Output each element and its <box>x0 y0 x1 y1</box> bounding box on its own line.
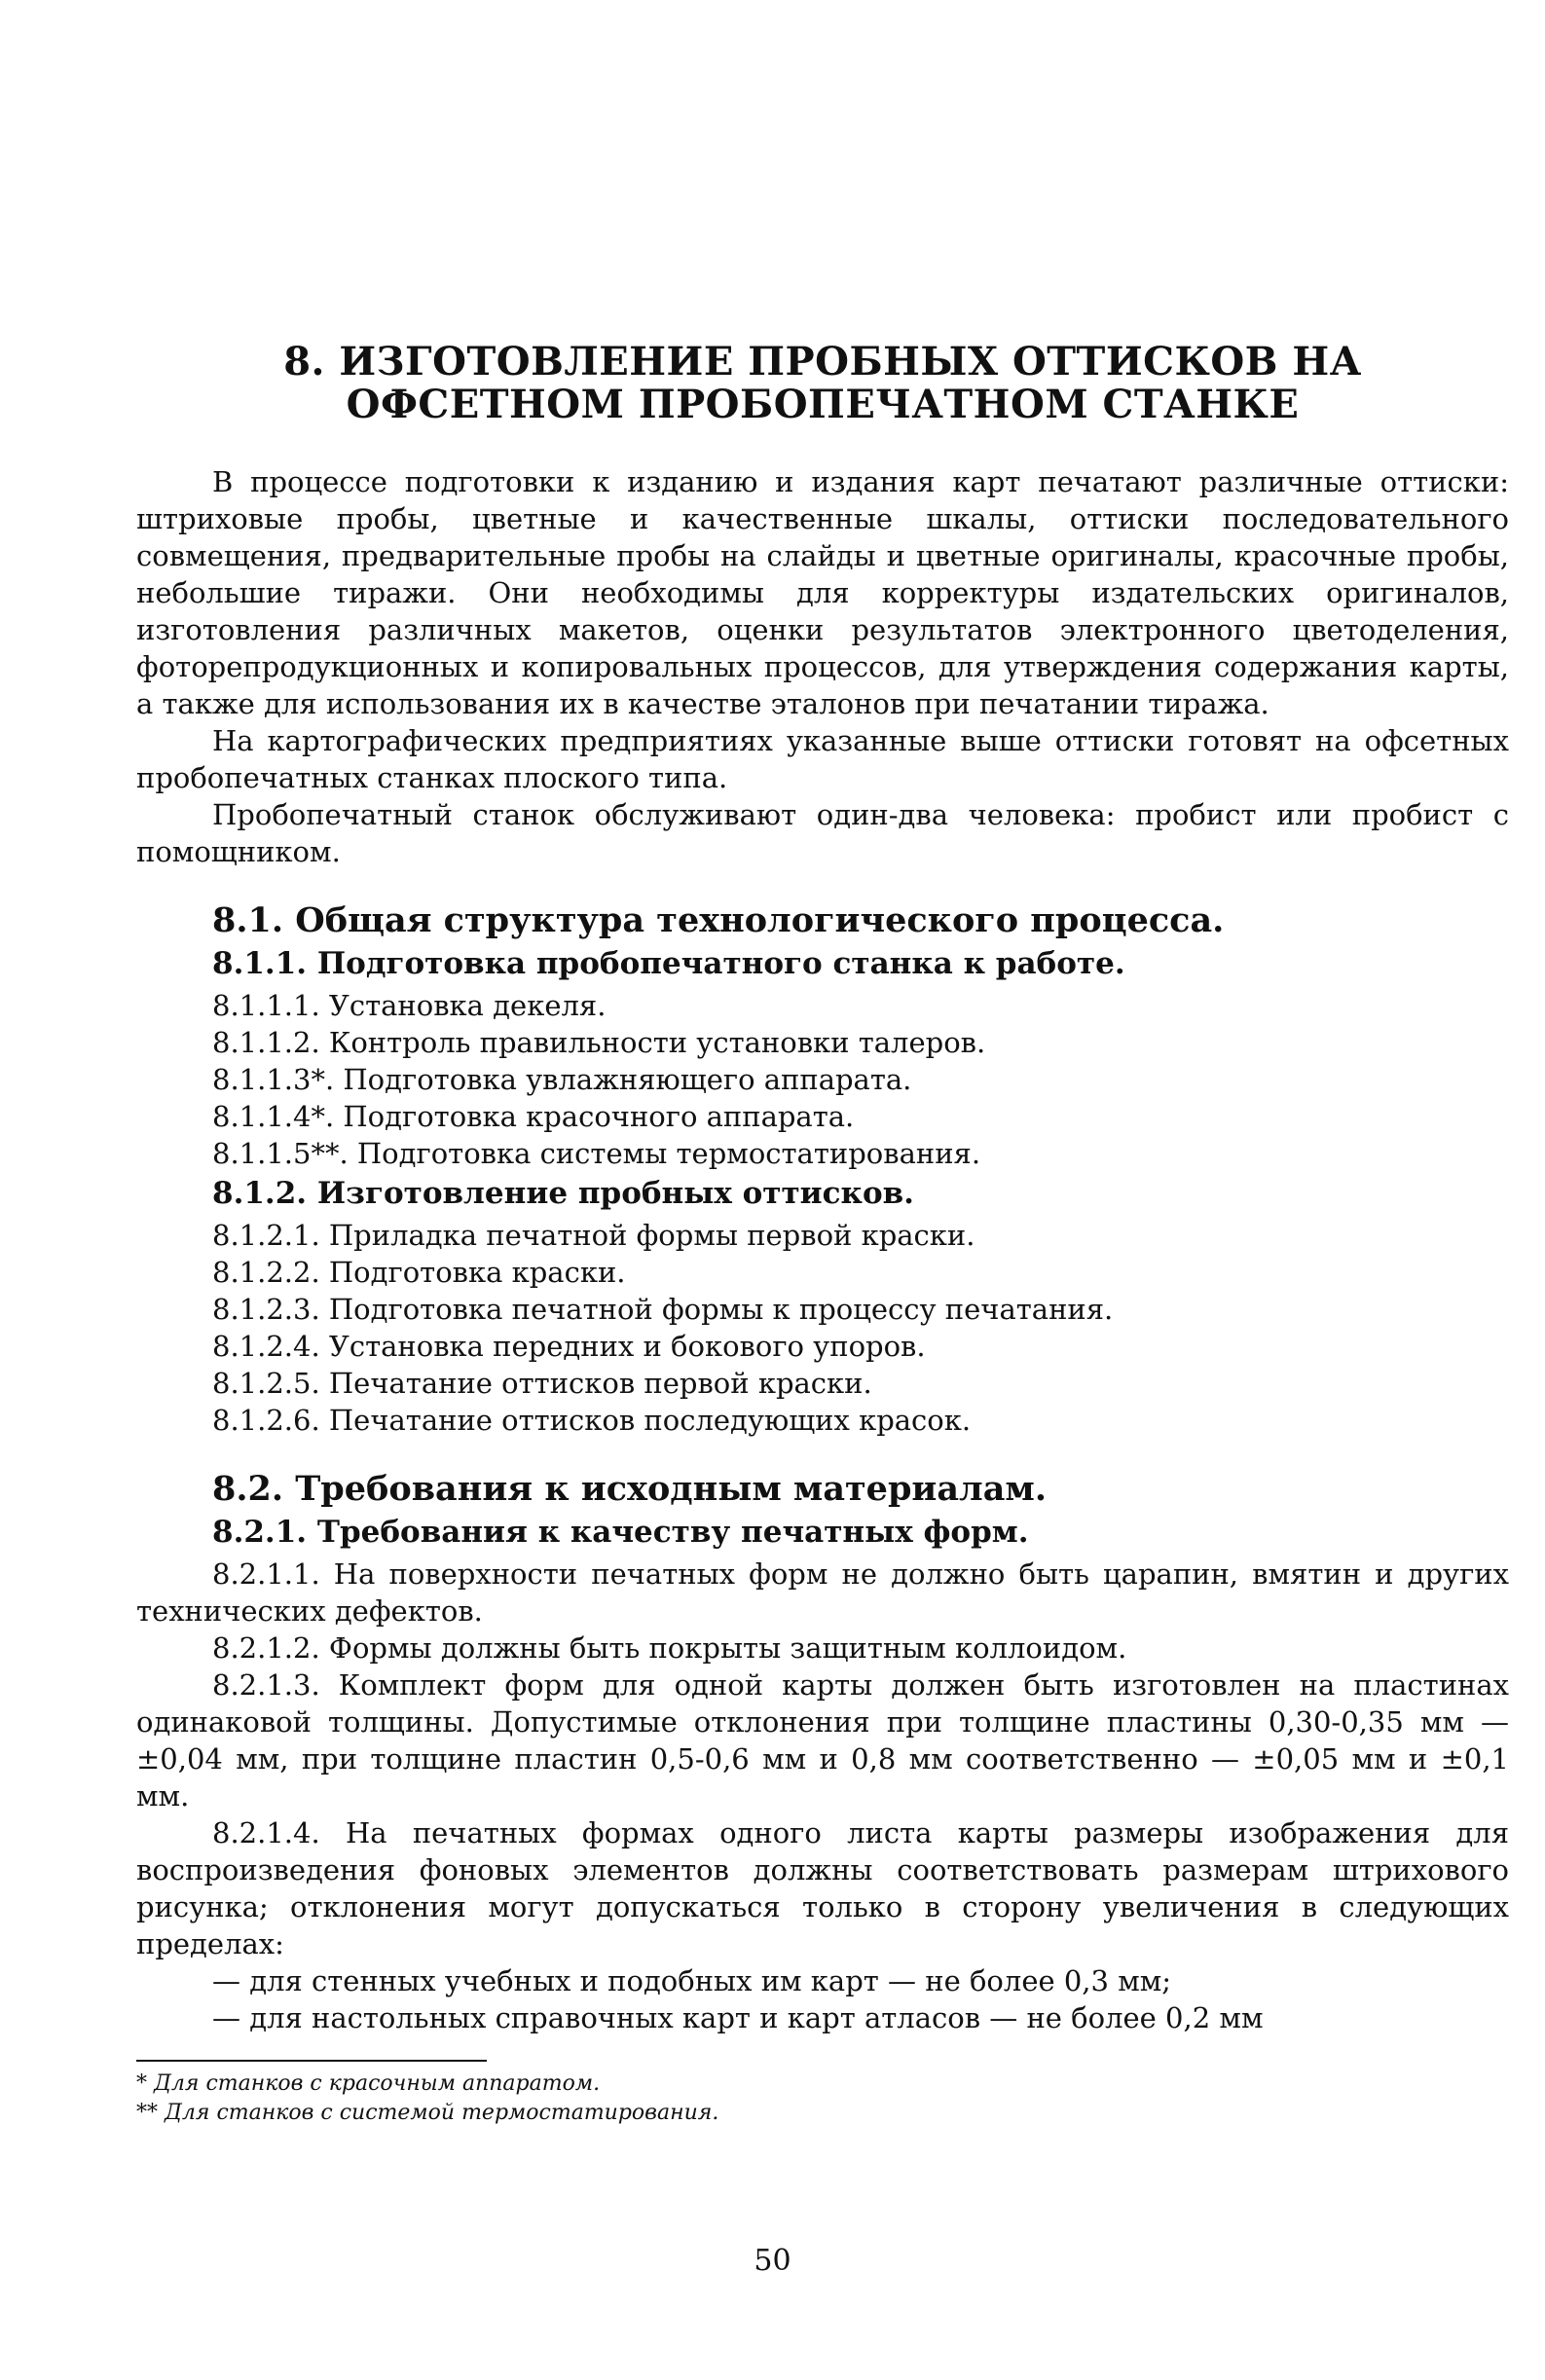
page-number: 50 <box>754 2244 791 2278</box>
requirement-paragraph: 8.2.1.2. Формы должны быть покрыты защитным коллоидом. <box>212 1631 1127 1665</box>
chapter-title-line-1: 8. ИЗГОТОВЛЕНИЕ ПРОБНЫХ ОТТИСКОВ НА <box>283 339 1362 384</box>
list-item: 8.1.1.3*. Подготовка увлажняющего аппарата. <box>212 1063 912 1096</box>
chapter-title <box>136 341 1509 426</box>
intro-paragraph: В процессе подготовки к изданию и издания карт печатают различные оттиски: штриховые пробы, цветные и качественные шкалы, оттиски последовательного совмещения, предварительные пробы на слайды и цветные оригиналы, красочные пробы, небольшие тиражи. Они необходимы для корректуры издательских оригиналов, изготовления различных макетов, оценки результатов электронного цветоделения, фоторепродукционных и копировальных процессов, для утверждения содержания карты, а также для использования их в качестве эталонов при печатании тиража. <box>136 465 1509 720</box>
footnote-divider <box>136 2060 487 2062</box>
footnote: * Для станков с красочным аппаратом. <box>136 2071 601 2096</box>
section-heading-8-1: 8.1. Общая структура технологического процесса. <box>212 900 1225 940</box>
requirement-paragraph: 8.2.1.3. Комплект форм для одной карты должен быть изготовлен на пластинах одинаковой толщины. Допустимые отклонения при толщине пластины 0,30-0,35 мм — ±0,04 мм, при толщине пластин 0,5-0,6 мм и 0,8 мм соответственно — ±0,05 мм и ±0,1 мм. <box>136 1668 1509 1812</box>
subsection-heading-8-1-2: 8.1.2. Изготовление пробных оттисков. <box>212 1176 914 1211</box>
list-item: 8.1.2.3. Подготовка печатной формы к процессу печатания. <box>212 1293 1114 1326</box>
chapter-title-line-2: ОФСЕТНОМ ПРОБОПЕЧАТНОМ СТАНКЕ <box>346 382 1300 427</box>
list-item: 8.1.1.1. Установка декеля. <box>212 989 607 1022</box>
list-item: 8.1.1.2. Контроль правильности установки талеров. <box>212 1026 986 1059</box>
list-item: 8.1.2.6. Печатание оттисков последующих красок. <box>212 1404 972 1437</box>
dash-list-item: — для стенных учебных и подобных им карт — не более 0,3 мм; <box>212 1964 1172 1997</box>
subsection-heading-8-1-1: 8.1.1. Подготовка пробопечатного станка к работе. <box>212 946 1125 981</box>
intro-paragraph: На картографических предприятиях указанные выше оттиски готовят на офсетных пробопечатных станках плоского типа. <box>136 724 1509 794</box>
list-item: 8.1.2.5. Печатание оттисков первой краски. <box>212 1367 872 1400</box>
footnote: ** Для станков с системой термостатирования. <box>136 2101 719 2125</box>
dash-list-item: — для настольных справочных карт и карт атласов — не более 0,2 мм <box>212 2001 1264 2034</box>
document-page <box>136 341 1509 2128</box>
section-heading-8-2: 8.2. Требования к исходным материалам. <box>212 1469 1048 1509</box>
list-item: 8.1.2.4. Установка передних и бокового упоров. <box>212 1330 926 1363</box>
intro-paragraph: Пробопечатный станок обслуживают один-два человека: пробист или пробист с помощником. <box>136 798 1509 868</box>
list-item: 8.1.2.2. Подготовка краски. <box>212 1256 626 1289</box>
requirement-paragraph: 8.2.1.4. На печатных формах одного листа карты размеры изображения для воспроизведения фоновых элементов должны соответствовать размерам штрихового рисунка; отклонения могут допускаться только в сторону увеличения в следующих пределах: <box>136 1816 1509 1960</box>
subsection-heading-8-2-1: 8.2.1. Требования к качеству печатных форм. <box>212 1515 1029 1550</box>
list-item: 8.1.1.5**. Подготовка системы термостатирования. <box>212 1137 981 1170</box>
list-item: 8.1.1.4*. Подготовка красочного аппарата. <box>212 1100 855 1133</box>
requirement-paragraph: 8.2.1.1. На поверхности печатных форм не должно быть царапин, вмятин и других технических дефектов. <box>136 1557 1509 1628</box>
list-item: 8.1.2.1. Приладка печатной формы первой краски. <box>212 1219 975 1252</box>
